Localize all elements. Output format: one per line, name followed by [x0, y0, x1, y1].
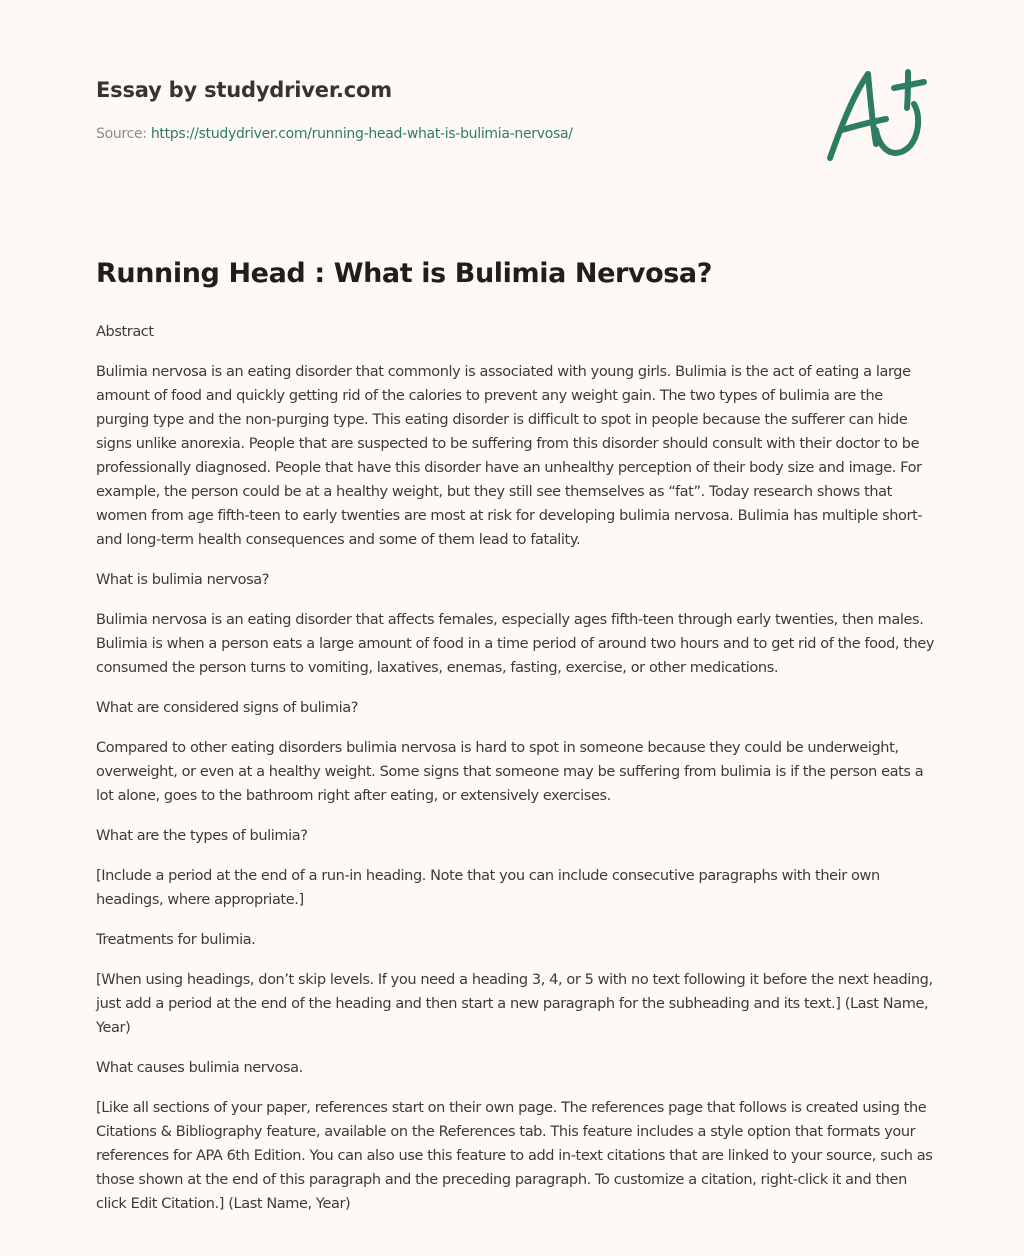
source-label: Source: — [96, 126, 151, 142]
section-abstract — [96, 320, 936, 552]
section-causes — [96, 1056, 936, 1216]
section-paragraph: [Include a period at the end of a run-in heading. Note that you can include consecutive paragraphs with their own headings, where appropriate.] — [96, 868, 880, 908]
section-what-is-bulimia — [96, 568, 936, 680]
page-title: Running Head : What is Bulimia Nervosa? — [96, 258, 713, 289]
section-paragraph: Bulimia nervosa is an eating disorder that commonly is associated with young girls. Bulimia is the act of eating a large amount of food and quickly getting rid of the calories to prevent any weight gain. The two types of bulimia are the purging type and the non-purging type. This eating disorder is difficult to spot in people because the sufferer can hide signs unlike anorexia. People that are suspected to be suffering from this disorder should consult with their doctor to be professionally diagnosed. People that have this disorder have an unhealthy perception of their body size and image. For example, the person could be at a healthy weight, but they still see themselves as “fat”. Today research shows that women from age fifth-teen to early twenties are most at risk for developing bulimia nervosa. Bulimia has multiple short- and long-term health consequences and some of them lead to fatality. — [96, 364, 923, 548]
source-line — [96, 124, 796, 144]
section-paragraph: Compared to other eating disorders bulimia nervosa is hard to spot in someone because they could be underweight, overweight, or even at a healthy weight. Some signs that someone may be suffering from bulimia is if the person eats a lot alone, goes to the bathroom right after eating, or extensively exercises. — [96, 740, 924, 804]
essay-content — [96, 254, 936, 1232]
section-heading: What are the types of bulimia? — [96, 828, 308, 844]
section-heading: What are considered signs of bulimia? — [96, 700, 358, 716]
section-heading: What causes bulimia nervosa. — [96, 1060, 303, 1076]
a-plus-grade-icon — [820, 64, 930, 168]
section-paragraph: [Like all sections of your paper, references start on their own page. The references page that follows is created using the Citations & Bibliography feature, available on the References tab. This feature includes a style option that formats your references for APA 6th Edition. You can also use this feature to add in-text citations that are linked to your source, such as those shown at the end of this paragraph and the preceding paragraph. To customize a citation, right-click it and then click Edit Citation.] (Last Name, Year) — [96, 1100, 933, 1212]
section-paragraph: [When using headings, don’t skip levels. If you need a heading 3, 4, or 5 with no text following it before the next heading, just add a period at the end of the heading and then start a new paragraph for the subheading and its text.] (Last Name, Year) — [96, 972, 933, 1036]
page-header — [96, 76, 796, 144]
section-types-of-bulimia — [96, 824, 936, 912]
section-paragraph: Bulimia nervosa is an eating disorder that affects females, especially ages fifth-teen through early twenties, then males. Bulimia is when a person eats a large amount of food in a time period of around two hours and to get rid of the food, they consumed the person turns to vomiting, laxatives, enemas, fasting, exercise, or other medications. — [96, 612, 935, 676]
source-link[interactable]: https://studydriver.com/running-head-what-is-bulimia-nervosa/ — [150, 126, 573, 142]
section-signs-of-bulimia — [96, 696, 936, 808]
section-heading: What is bulimia nervosa? — [96, 572, 270, 588]
section-treatments — [96, 928, 936, 1040]
section-heading: Abstract — [96, 324, 154, 340]
site-title: Essay by studydriver.com — [96, 78, 392, 102]
section-heading: Treatments for bulimia. — [96, 932, 256, 948]
